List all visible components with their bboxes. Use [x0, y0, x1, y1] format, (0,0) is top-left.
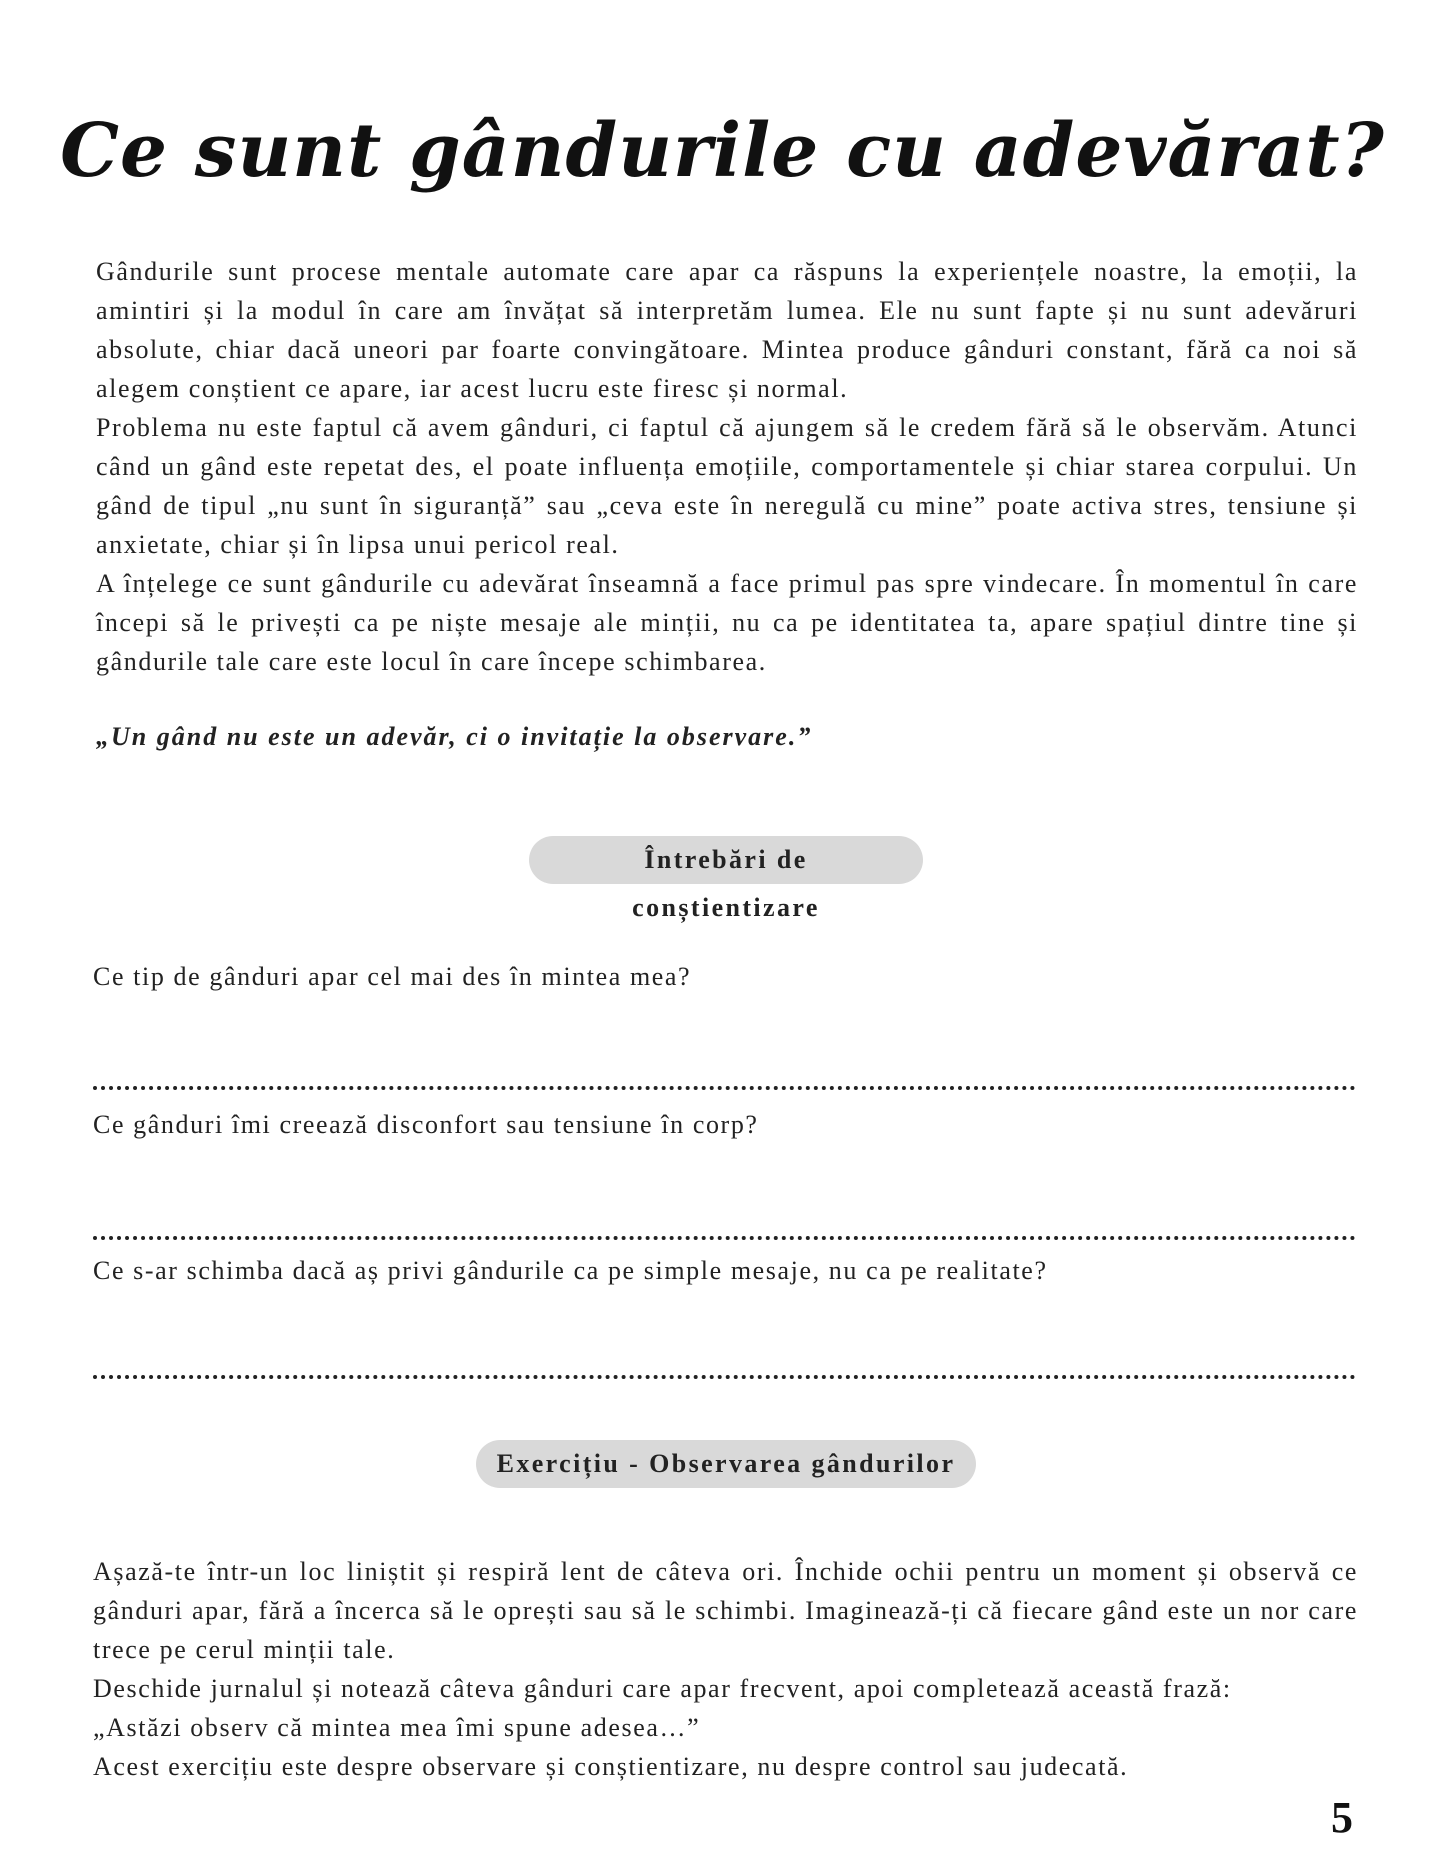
page-number: 5: [1331, 1793, 1353, 1842]
exercise-paragraph-4: Acest exercițiu este despre observare și conștientizare, nu despre control sau judecată.: [93, 1752, 1129, 1781]
exercise-heading: Exercițiu - Observarea gândurilor: [476, 1440, 976, 1488]
awareness-question-1: Ce tip de gânduri apar cel mai des în mintea mea?: [93, 962, 692, 991]
exercise-text: [93, 1552, 1358, 1786]
answer-line-3[interactable]: [93, 1375, 1356, 1379]
intro-paragraph-1: Gândurile sunt procese mentale automate care apar ca răspuns la experiențele noastre, la emoții, la amintiri și la modul în care am învățat să interpretăm lumea. Ele nu sunt fapte și nu sunt adevăruri absolute, chiar dacă uneori par foarte convingătoare. Mintea produce gânduri constant, fără ca noi să alegem conștient ce apare, iar acest lucru este firesc și normal.: [96, 257, 1358, 403]
awareness-question-2: Ce gânduri îmi creează disconfort sau tensiune în corp?: [93, 1110, 759, 1139]
intro-paragraph-2: Problema nu este faptul că avem gânduri, ci faptul că ajungem să le credem fără să le observăm. Atunci când un gând este repetat des, el poate influența emoțiile, comportamentele și chiar starea corpului. Un gând de tipul „nu sunt în siguranță” sau „ceva este în neregulă cu mine” poate activa stres, tensiune și anxietate, chiar și în lipsa unui pericol real.: [96, 413, 1358, 559]
answer-line-1[interactable]: [93, 1086, 1356, 1090]
intro-paragraph-3: A înțelege ce sunt gândurile cu adevărat înseamnă a face primul pas spre vindecare. În momentul în care începi să le privești ca pe niște mesaje ale minții, nu ca pe identitatea ta, apare spațiul dintre tine și gândurile tale care este locul în care începe schimbarea.: [96, 569, 1358, 676]
exercise-paragraph-3: „Astăzi observ că mintea mea îmi spune adesea…”: [93, 1713, 701, 1742]
highlight-quote: „Un gând nu este un adevăr, ci o invitație la observare.”: [96, 722, 813, 751]
exercise-paragraph-1: Așază-te într-un loc liniștit și respiră lent de câteva ori. Închide ochii pentru un moment și observă ce gânduri apar, fără a încerca să le oprești sau să le schimbi. Imaginează-ți că fiecare gând este un nor care trece pe cerul minții tale.: [93, 1557, 1358, 1664]
intro-text: [96, 252, 1358, 681]
exercise-paragraph-2: Deschide jurnalul și notează câteva gânduri care apar frecvent, apoi completează această frază:: [93, 1674, 1232, 1703]
page-title: Ce sunt gândurile cu adevărat?: [60, 108, 1385, 194]
awareness-questions-heading: Întrebări de conștientizare: [529, 836, 923, 884]
answer-line-2[interactable]: [93, 1236, 1356, 1240]
awareness-question-3: Ce s-ar schimba dacă aș privi gândurile ca pe simple mesaje, nu ca pe realitate?: [93, 1256, 1048, 1285]
